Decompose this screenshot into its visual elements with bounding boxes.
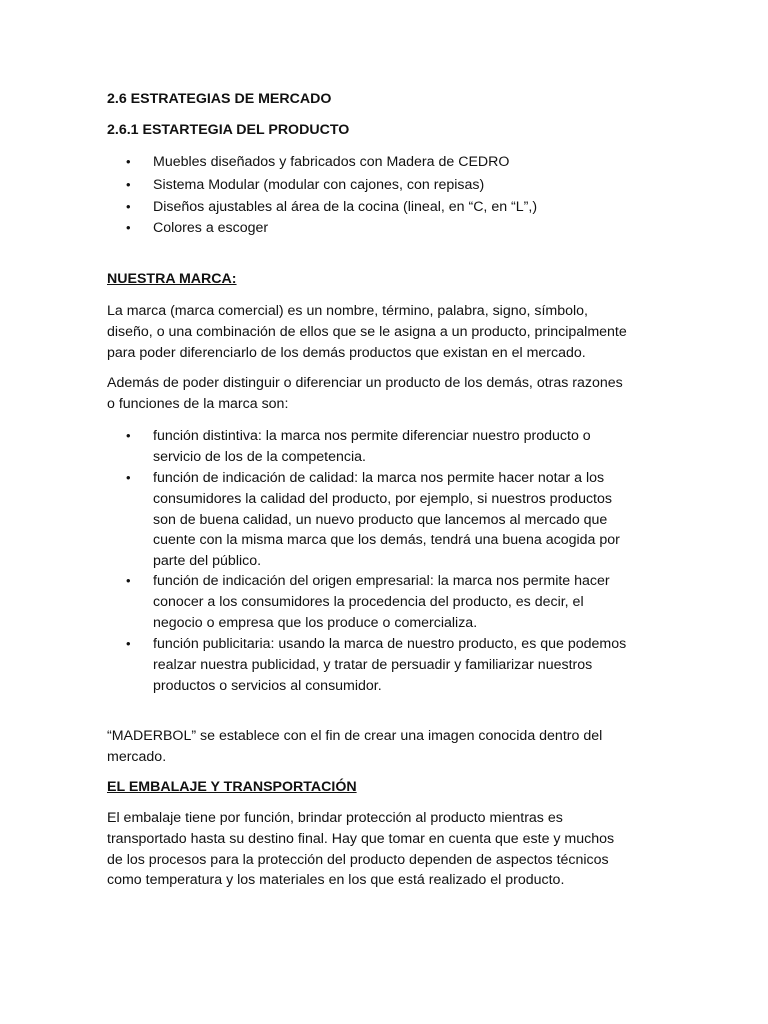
subsection-heading: 2.6.1 ESTARTEGIA DEL PRODUCTO [107,122,350,138]
list-item [153,571,673,633]
list-item-line: función de indicación de calidad: la marca nos permite hacer notar a los [153,470,605,486]
list-item-line: parte del público. [153,553,262,570]
list-item [153,468,673,572]
list-item: Muebles diseñados y fabricados con Madera de CEDRO [153,154,510,170]
bullet-icon: • [126,154,131,169]
bullet-icon: • [126,220,131,235]
paragraph-line: de los procesos para la protección del producto dependen de aspectos técnicos [107,851,609,868]
maderbol-paragraph [107,726,667,768]
bullet-icon: • [126,636,131,651]
bullet-icon: • [126,573,131,588]
list-item: Sistema Modular (modular con cajones, con repisas) [153,177,485,193]
list-item-line: conocer a los consumidores la procedencia del producto, es decir, el [153,593,584,610]
list-item-line: función publicitaria: usando la marca de nuestro producto, es que podemos [153,636,627,652]
brand-heading: NUESTRA MARCA: [107,271,237,287]
list-item-line: son de buena calidad, un nuevo producto que lancemos al mercado que [153,511,608,528]
list-item-line: negocio o empresa que los produce o comercializa. [153,614,478,631]
brand-paragraph [107,301,667,363]
list-item-line: función de indicación del origen empresarial: la marca nos permite hacer [153,573,610,589]
list-item [153,426,673,468]
bullet-icon: • [126,199,131,214]
paragraph-line: como temperatura y los materiales en los que está realizado el producto. [107,872,565,889]
paragraph-line: o funciones de la marca son: [107,395,289,412]
packaging-paragraph [107,808,667,891]
paragraph-line: mercado. [107,748,167,765]
bullet-icon: • [126,428,131,443]
paragraph-line: transportado hasta su destino final. Hay que tomar en cuenta que este y muchos [107,830,615,847]
list-item-line: realzar nuestra publicidad, y tratar de persuadir y familiarizar nuestros [153,656,593,673]
paragraph-line: “MADERBOL” se establece con el fin de crear una imagen conocida dentro del [107,728,603,744]
list-item-line: cuente con la misma marca que los demás, tendrá una buena acogida por [153,532,620,549]
list-item: Diseños ajustables al área de la cocina (lineal, en “C, en “L”,) [153,199,538,215]
paragraph-line: El embalaje tiene por función, brindar protección al producto mientras es [107,810,563,826]
list-item: Colores a escoger [153,220,269,236]
paragraph-line: para poder diferenciarlo de los demás productos que existan en el mercado. [107,344,586,361]
list-item-line: función distintiva: la marca nos permite diferenciar nuestro producto o [153,428,591,444]
list-item [153,634,673,696]
bullet-icon: • [126,470,131,485]
paragraph-line: diseño, o una combinación de ellos que se le asigna a un producto, principalmente [107,323,627,340]
list-item-line: productos o servicios al consumidor. [153,677,382,694]
packaging-heading: EL EMBALAJE Y TRANSPORTACIÓN [107,779,357,795]
section-heading: 2.6 ESTRATEGIAS DE MERCADO [107,91,332,107]
paragraph-line: Además de poder distinguir o diferenciar un producto de los demás, otras razones [107,375,623,391]
list-item-line: consumidores la calidad del producto, por ejemplo, si nuestros productos [153,490,612,507]
functions-intro [107,373,667,415]
list-item-line: servicio de los de la competencia. [153,448,366,465]
paragraph-line: La marca (marca comercial) es un nombre, término, palabra, signo, símbolo, [107,303,588,319]
bullet-icon: • [126,177,131,192]
